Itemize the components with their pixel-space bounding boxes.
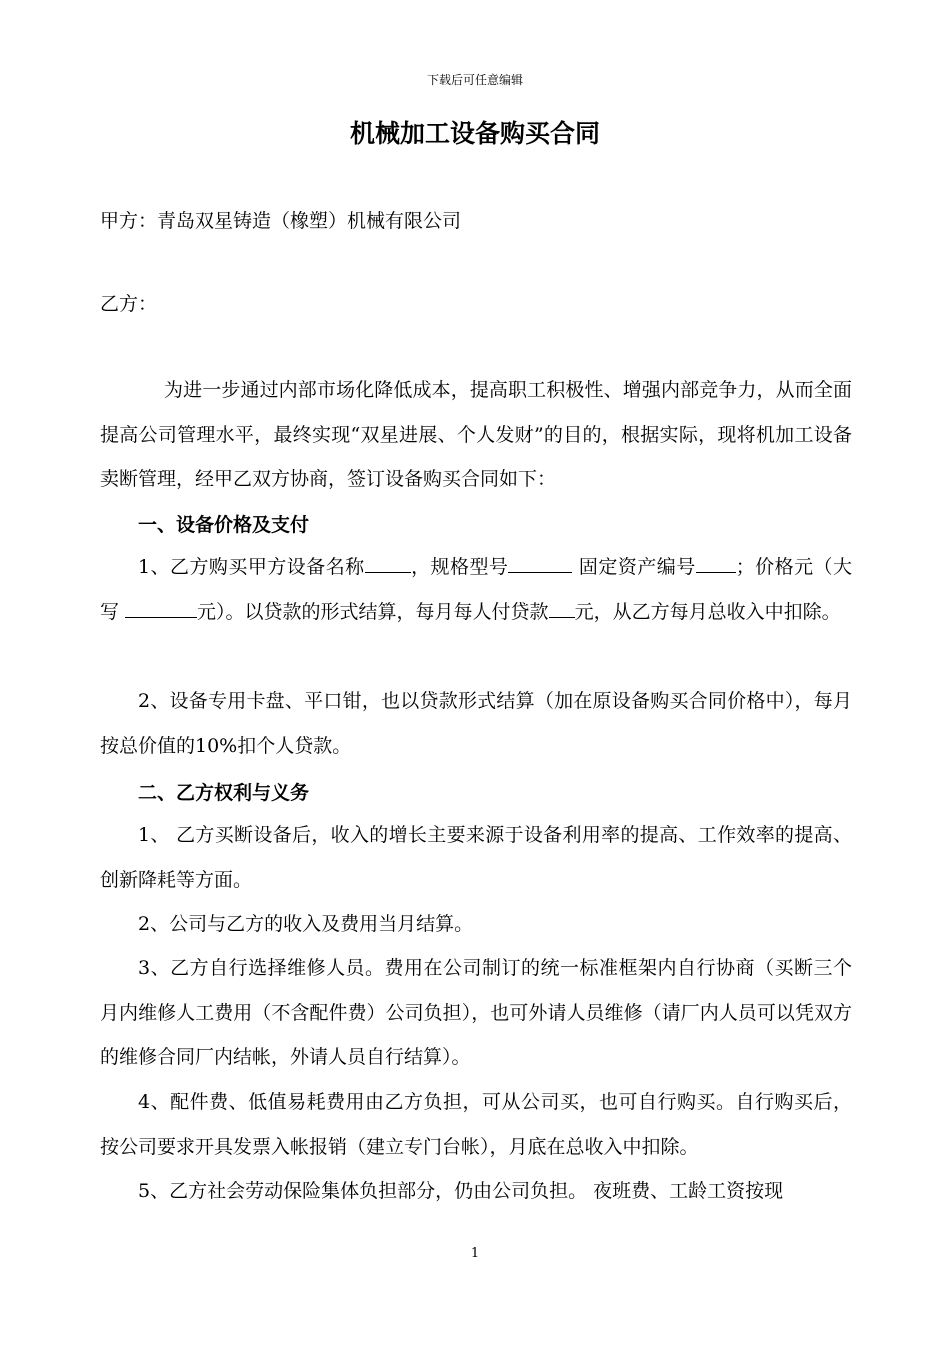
item-1-text-b: ，规格型号 bbox=[410, 556, 509, 578]
document-title: 机械加工设备购买合同 bbox=[349, 119, 600, 148]
item-1-text-a: 1、乙方购买甲方设备名称 bbox=[138, 556, 365, 578]
section-1-item-2: 2、设备专用卡盘、平口钳，也以贷款形式结算（加在原设备购买合同价格中），每月按总价值的10%扣个人贷款。 bbox=[100, 690, 852, 757]
party-a-line: 甲方：青岛双星铸造（橡塑）机械有限公司 bbox=[100, 210, 462, 232]
section-2-item-1: 1、 乙方买断设备后，收入的增长主要来源于设备利用率的提高、工作效率的提高、创新降耗等方面。 bbox=[100, 824, 852, 891]
section-2-item-5: 5、乙方社会劳动保险集体负担部分，仍由公司负担。 夜班费、工龄工资按现 bbox=[138, 1180, 784, 1202]
item-1-text-f: 元，从乙方每月总收入中扣除。 bbox=[574, 600, 841, 623]
section-1-item-1 bbox=[100, 545, 852, 634]
item-1-text-d: ；价格元（大写 bbox=[100, 556, 852, 623]
intro-paragraph: 为进一步通过内部市场化降低成本，提高职工积极性、增强内部竞争力，从而全面提高公司管理水平，最终实现“双星进展、个人发财”的目的，根据实际，现将机加工设备卖断管理，经甲乙双方协商，签订设备购买合同如下： bbox=[100, 379, 852, 490]
section-2-item-2: 2、公司与乙方的收入及费用当月结算。 bbox=[138, 913, 474, 935]
page-header-note: 下载后可任意编辑 bbox=[426, 73, 523, 87]
item-1-text-e: 元）。以贷款的形式结算，每月每人付贷款 bbox=[197, 600, 549, 623]
monthly-payment-blank[interactable] bbox=[549, 597, 575, 618]
section-2-item-3: 3、乙方自行选择维修人员。费用在公司制订的统一标准框架内自行协商（买断三个月内维修人工费用（不含配件费）公司负担），也可外请人员维修（请厂内人员可以凭双方的维修合同厂内结帐，外请人员自行结算）。 bbox=[100, 957, 852, 1068]
asset-number-blank[interactable] bbox=[696, 552, 736, 573]
section-2-item-4: 4、配件费、低值易耗费用由乙方负担，可从公司买，也可自行购买。自行购买后，按公司要求开具发票入帐报销（建立专门台帐），月底在总收入中扣除。 bbox=[100, 1091, 852, 1158]
spec-model-blank[interactable] bbox=[508, 552, 572, 573]
price-uppercase-blank[interactable] bbox=[125, 597, 197, 618]
equipment-name-blank[interactable] bbox=[365, 552, 411, 573]
section-1-heading: 一、设备价格及支付 bbox=[138, 514, 310, 536]
section-2-heading: 二、乙方权利与义务 bbox=[138, 782, 310, 804]
party-b-line: 乙方： bbox=[100, 293, 158, 315]
page-number: 1 bbox=[470, 1246, 480, 1261]
item-1-text-c: 固定资产编号 bbox=[572, 556, 696, 578]
